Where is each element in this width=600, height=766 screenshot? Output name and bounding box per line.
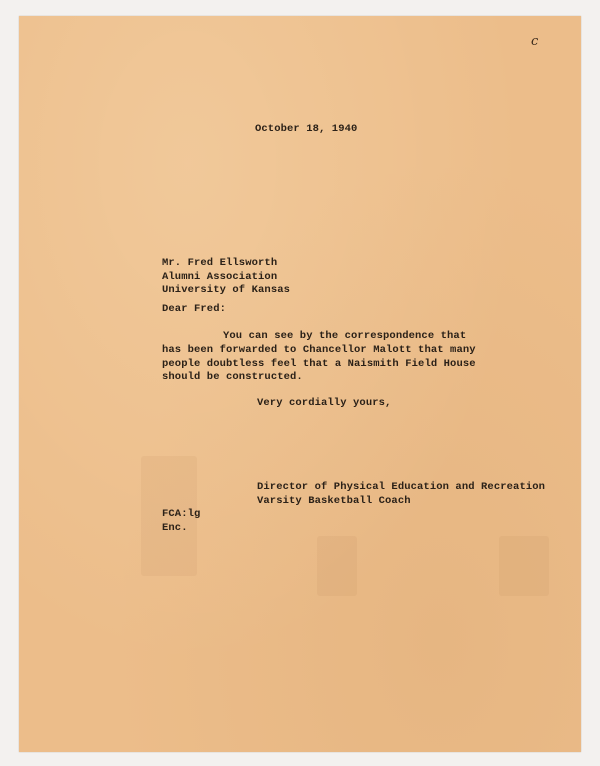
closing: Very cordially yours, bbox=[257, 397, 392, 409]
reference-block bbox=[162, 508, 200, 535]
enclosure-note: Enc. bbox=[162, 521, 188, 534]
show-through-mark bbox=[499, 536, 549, 596]
show-through-mark bbox=[317, 536, 357, 596]
body-line-2: has been forwarded to Chancellor Malott that many bbox=[162, 344, 476, 356]
letter-sheet bbox=[19, 16, 581, 752]
salutation: Dear Fred: bbox=[162, 303, 227, 315]
recipient-name: Mr. Fred Ellsworth bbox=[162, 257, 278, 269]
letter-date: October 18, 1940 bbox=[255, 123, 358, 135]
recipient-institution: University of Kansas bbox=[162, 284, 291, 296]
body-line-3: people doubtless feel that a Naismith Field House bbox=[162, 357, 476, 370]
body-line-4: should be constructed. bbox=[162, 371, 303, 383]
corner-annotation: c bbox=[531, 34, 539, 49]
signature-title-2: Varsity Basketball Coach bbox=[257, 494, 411, 507]
letter-body bbox=[162, 344, 476, 385]
recipient-organization: Alumni Association bbox=[162, 270, 278, 283]
recipient-address bbox=[162, 257, 290, 298]
signature-title-1: Director of Physical Education and Recreation bbox=[257, 481, 546, 493]
body-line-1: You can see by the correspondence that bbox=[223, 330, 467, 342]
signature-block bbox=[257, 481, 545, 508]
typist-initials: FCA:lg bbox=[162, 508, 201, 520]
